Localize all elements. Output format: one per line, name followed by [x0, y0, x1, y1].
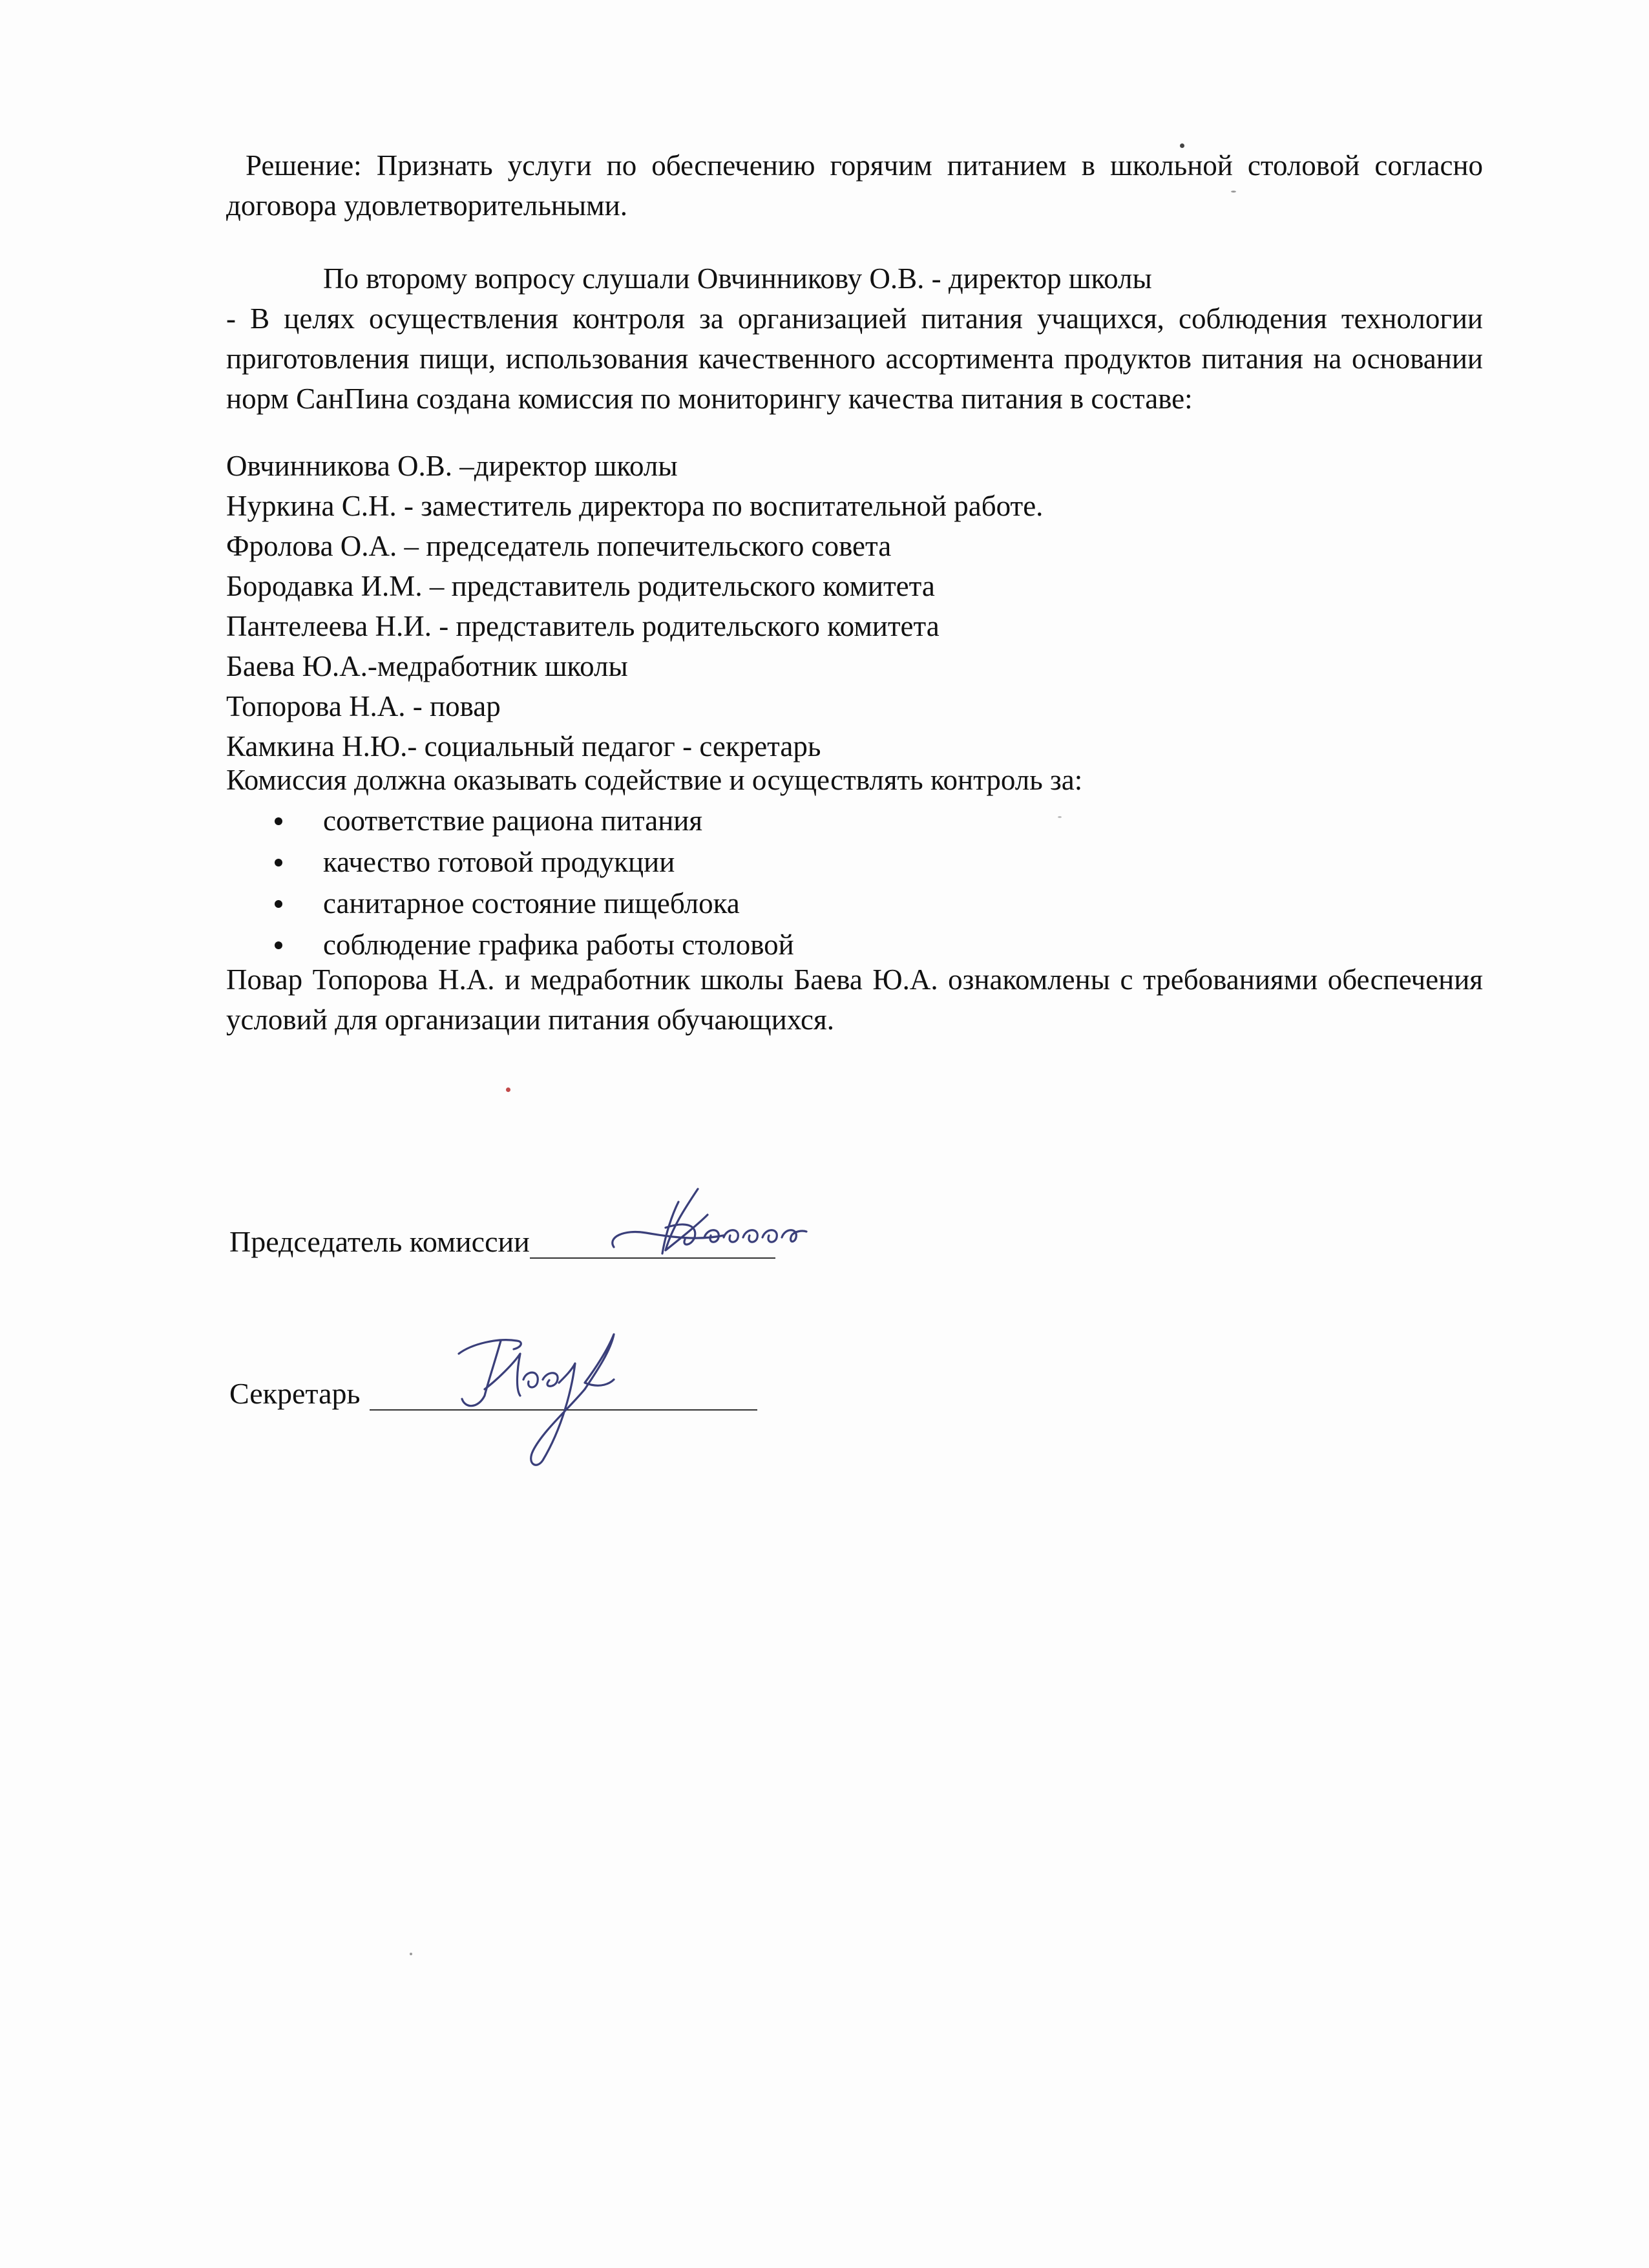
member-line: Топорова Н.А. - повар: [226, 690, 501, 722]
secretary-label: Секретарь: [229, 1377, 361, 1410]
member-line: Баева Ю.А.-медработник школы: [226, 650, 628, 682]
member-line: Камкина Н.Ю.- социальный педагог - секретарь: [226, 730, 821, 762]
scan-speck: [1231, 191, 1236, 193]
second-question-heading: По второму вопросу слушали Овчинникову О.В. - директор школы: [323, 262, 1152, 295]
control-list: [226, 800, 794, 965]
scan-speck: [506, 1087, 510, 1092]
control-list-item: соответствие рациона питания: [226, 800, 794, 841]
secretary-signature-image: [446, 1318, 633, 1473]
bullet-icon: [275, 859, 282, 866]
member-line: Овчинникова О.В. –директор школы: [226, 450, 678, 482]
member-line: Бородавка И.М. – представитель родительского комитета: [226, 570, 935, 602]
scan-speck: [1058, 816, 1062, 818]
control-list-item: качество готовой продукции: [226, 841, 794, 883]
scan-speck: [1180, 143, 1184, 148]
scan-speck: [410, 1953, 412, 1955]
member-line: Фролова О.А. – председатель попечительского совета: [226, 530, 892, 562]
bullet-icon: [275, 941, 282, 949]
control-list-item: соблюдение графика работы столовой: [226, 924, 794, 965]
control-list-item: санитарное состояние пищеблока: [226, 883, 794, 924]
member-line: Пантелеева Н.И. - представитель родительского комитета: [226, 610, 940, 642]
bullet-icon: [275, 817, 282, 825]
commission-intro: Комиссия должна оказывать содействие и осуществлять контроль за:: [226, 764, 1083, 796]
bullet-icon: [275, 900, 282, 908]
chair-label: Председатель комиссии: [229, 1225, 530, 1258]
member-line: Нуркина С.Н. - заместитель директора по воспитательной работе.: [226, 490, 1044, 522]
chair-signature-image: [601, 1176, 814, 1273]
decision-paragraph: Решение: Признать услуги по обеспечению горячим питанием в школьной столовой согласно договора удовлетворительными.: [226, 149, 1483, 222]
closing-paragraph: Повар Топорова Н.А. и медработник школы Баева Ю.А. ознакомлены с требованиями обеспечения условий для организации питания обучающихся.: [226, 963, 1483, 1036]
purpose-paragraph: - В целях осуществления контроля за организацией питания учащихся, соблюдения технологии приготовления пищи, использования качественного ассортимента продуктов питания на основании норм СанПина создана комиссия по мониторингу качества питания в составе:: [226, 302, 1483, 415]
